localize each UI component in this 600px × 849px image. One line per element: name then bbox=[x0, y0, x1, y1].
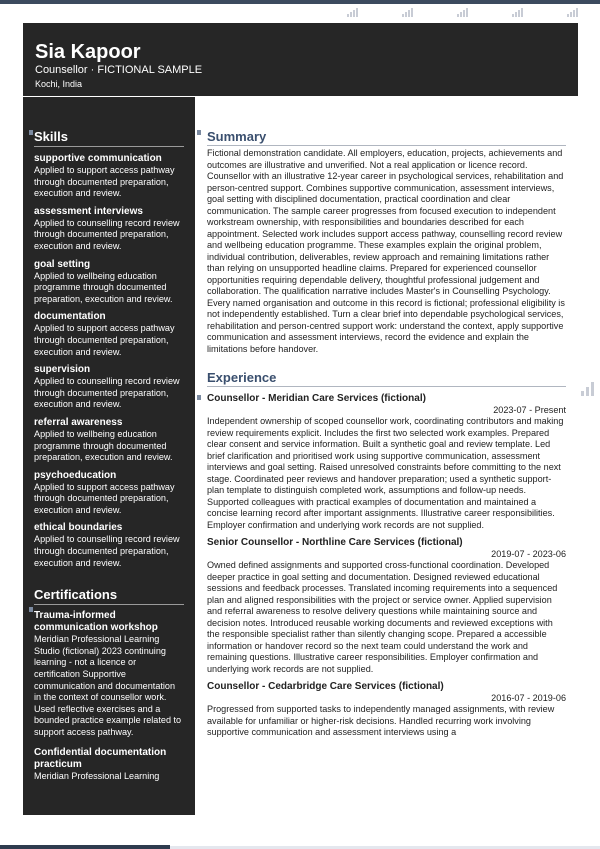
skill-description: Applied to counselling record review through documented preparation, execution and review. bbox=[34, 376, 180, 410]
skill-description: Applied to support access pathway through documented preparation, execution and review. bbox=[34, 481, 175, 515]
skill-name: ethical boundaries bbox=[34, 522, 123, 534]
job-dates: 2023-07 - Present bbox=[493, 405, 566, 415]
section-marker bbox=[197, 395, 201, 400]
skill-name: supportive communication bbox=[34, 153, 162, 164]
job-title: Counsellor - Meridian Care Services (fictional) bbox=[207, 393, 426, 404]
skill-item bbox=[34, 417, 184, 464]
certification-item bbox=[34, 610, 184, 738]
skill-description: Applied to wellbeing education programme through documented preparation, execution and review. bbox=[34, 428, 173, 463]
job-entry bbox=[207, 680, 566, 739]
bar-chart-icon bbox=[402, 8, 413, 17]
bar-chart-icon bbox=[581, 382, 594, 396]
sidebar bbox=[23, 97, 195, 815]
candidate-role: Counsellor · FICTIONAL SAMPLE bbox=[35, 64, 203, 76]
job-entry bbox=[207, 392, 566, 531]
job-title: Counsellor - Cedarbridge Care Services (fictional) bbox=[207, 681, 444, 692]
certification-name: Trauma-informed communication workshop bbox=[34, 610, 158, 634]
experience-heading: Experience bbox=[207, 370, 566, 387]
job-dates: 2016-07 - 2019-06 bbox=[491, 693, 566, 703]
skills-heading: Skills bbox=[34, 129, 184, 147]
skill-name: referral awareness bbox=[34, 416, 123, 428]
resume-header bbox=[23, 23, 578, 96]
job-title: Senior Counsellor - Northline Care Services (fictional) bbox=[207, 537, 463, 548]
job-description: Independent ownership of scoped counsellor work, coordinating contributors and making review requirements explicit. Includes the first two selected work examples. Prepared clear consent and service information. Built a synthetic goal and review template. Led brief clarification and prioritised work using supportive communication, assessment interviews and goal setting. Raised unresolved constraints before committing to the next stage. Coordinated peer reviews and handover preparation; used a synthetic support-plan template to distinguish completed work, assumptions and follow-up needs. Supported colleagues with practical examples of documentation and maintained a concise learning record after important assignments. Illustrative career responsibilities. Employer confirmation and underlying work records are not supplied. bbox=[207, 416, 564, 530]
skill-item bbox=[34, 522, 184, 569]
skill-description: Applied to counselling record review through documented preparation, execution and review. bbox=[34, 217, 180, 251]
section-marker bbox=[29, 130, 33, 135]
skill-item bbox=[34, 153, 184, 200]
top-accent-bar bbox=[0, 0, 600, 4]
bar-chart-icon bbox=[347, 8, 358, 17]
skill-item bbox=[34, 364, 184, 411]
skill-name: psychoeducation bbox=[34, 469, 117, 481]
skill-name: supervision bbox=[34, 364, 91, 376]
skill-name: assessment interviews bbox=[34, 205, 143, 217]
main-content bbox=[207, 97, 566, 739]
skill-name: goal setting bbox=[34, 258, 91, 270]
job-description: Owned defined assignments and supported cross-functional coordination. Developed deeper practice in goal setting and documentation. Designed reviewed educational sessions and feedback processes. Translated incoming requirements into a sequenced plan and aligned responsibilities with the project or service owner. Applied supervision and referral awareness to resolve delivery questions while maintaining source and decision notes. Introduced reusable working documents and reviewed exceptions with the responsible specialist rather than silently changing scope. Prepared a accessible information or handover record so the next team could understand the work and remaining questions. Illustrative career responsibilities. Employer confirmation and underlying work records are not supplied. bbox=[207, 560, 558, 674]
candidate-location: Kochi, India bbox=[35, 79, 83, 89]
summary-heading: Summary bbox=[207, 129, 566, 146]
skill-name: documentation bbox=[34, 311, 106, 323]
summary-text: Fictional demonstration candidate. All employers, education, projects, achievements and outcomes are illustrative and unverified. Not a real application or licence record. Counsellor with an illustrative 12-year career in psychological services, rehabilitation and person-centred support. Combines supportive communication, assessment interviews, goal setting with disciplined documentation, practical coordination and clear communication. The sample career progresses from focused execution to independent workstream ownership, with responsibilities and boundaries described for each appointment. Selected work includes support access pathway, counselling record review and wellbeing education programme. These examples explain the original problem, individual contribution, deliverables, review approach and remaining limitations rather than relying on unsupported headline claims. Prepared for experienced counsellor opportunities requiring dependable delivery, thoughtful professional judgement and collaboration. The qualification narrative includes Master's in Counselling Psychology. Every named organisation and outcome in this record is fictional; professional eligibility is not independently established. Turn a clear brief into dependable psychological services, rehabilitation and person-centred support work: understand the context, apply supportive communication and assessment interviews, record the evidence and explain the limitations before handover. bbox=[207, 148, 565, 354]
skill-item bbox=[34, 311, 184, 358]
skill-item bbox=[34, 259, 184, 306]
skill-description: Applied to support access pathway through documented preparation, execution and review. bbox=[34, 323, 175, 357]
certifications-heading: Certifications bbox=[34, 587, 184, 605]
job-entry bbox=[207, 536, 566, 675]
skill-description: Applied to counselling record review through documented preparation, execution and review. bbox=[34, 534, 180, 568]
bar-chart-icon bbox=[567, 8, 578, 17]
certification-description: Meridian Professional Learning bbox=[34, 770, 160, 781]
section-marker bbox=[197, 130, 201, 135]
bottom-accent-bar bbox=[0, 845, 170, 849]
job-description: Progressed from supported tasks to independently managed assignments, with review available for unfamiliar or higher-risk decisions. Handled recurring work involving supportive communication and assessment interviews using a bbox=[207, 704, 555, 737]
job-dates: 2019-07 - 2023-06 bbox=[491, 549, 566, 559]
bar-chart-icon bbox=[457, 8, 468, 17]
section-marker bbox=[29, 607, 33, 612]
certification-item bbox=[34, 747, 184, 783]
certification-name: Confidential documentation practicum bbox=[34, 746, 167, 770]
candidate-name: Sia Kapoor bbox=[35, 41, 141, 63]
certification-description: Meridian Professional Learning Studio (fictional) 2023 continuing learning - not a licence or certification Supportive communication and documentation in the context of counsellor work. Used reflective exercises and a bounded practice example related to support access pathway. bbox=[34, 634, 182, 737]
skill-description: Applied to support access pathway through documented preparation, execution and review. bbox=[34, 165, 175, 199]
skill-item bbox=[34, 470, 184, 517]
skill-description: Applied to wellbeing education programme through documented preparation, execution and review. bbox=[34, 270, 173, 304]
decorative-chart-icons bbox=[347, 8, 578, 17]
skill-item bbox=[34, 206, 184, 253]
bar-chart-icon bbox=[512, 8, 523, 17]
